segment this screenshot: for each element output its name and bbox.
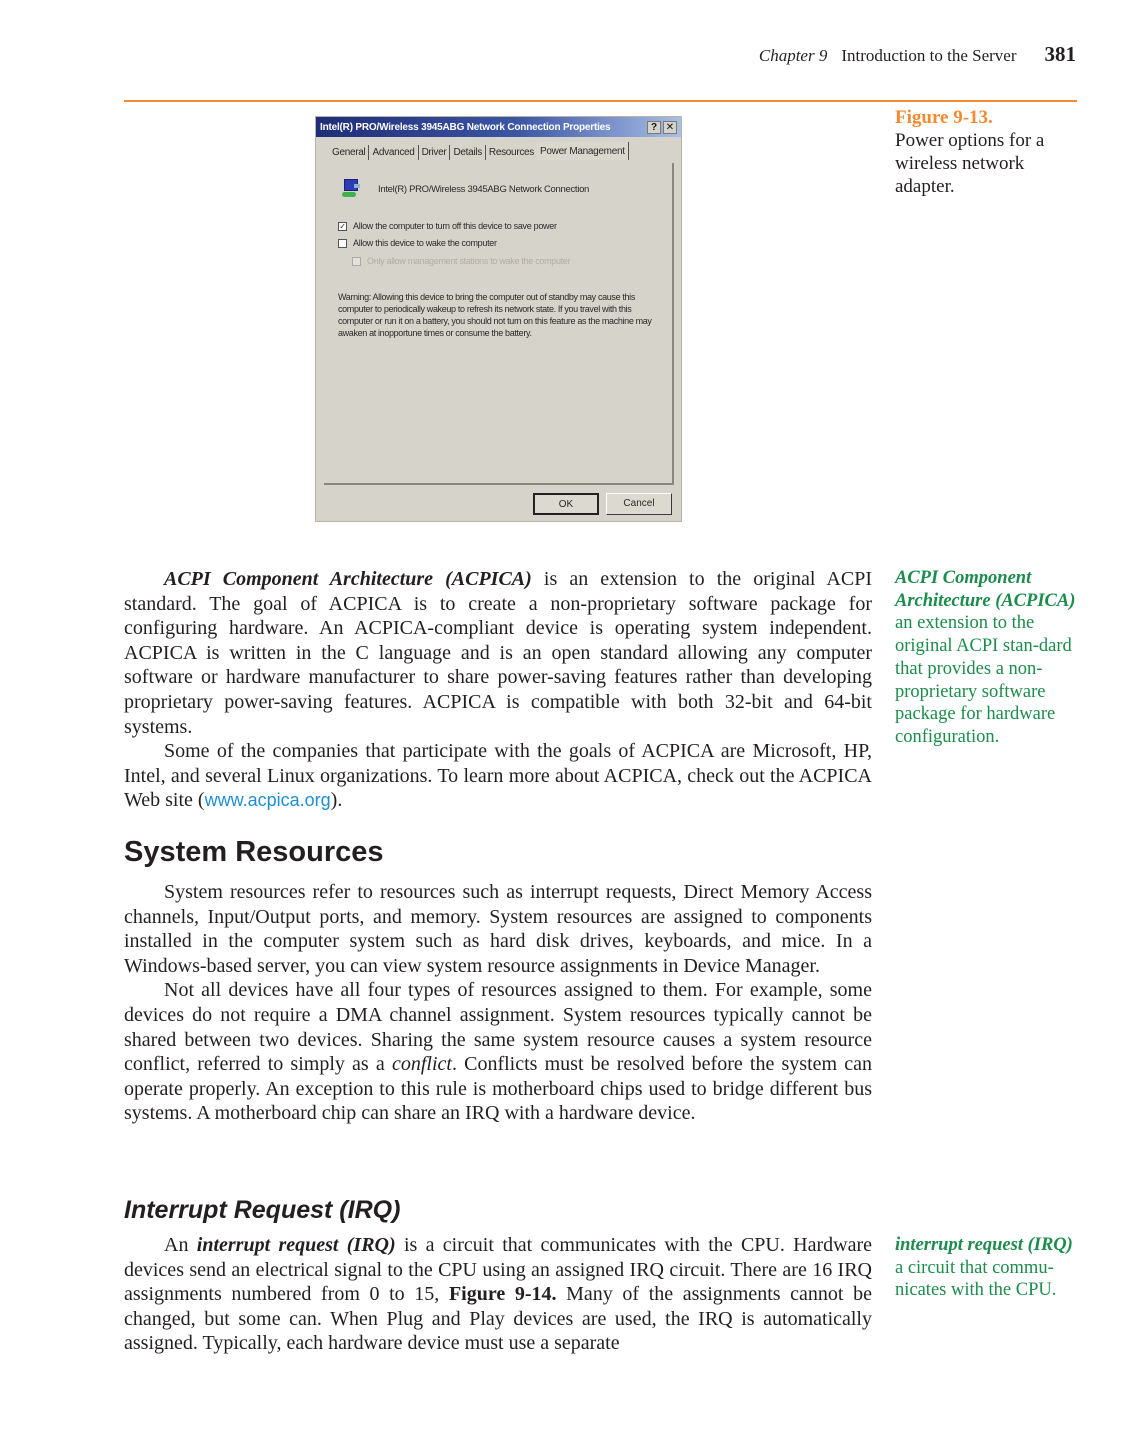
irq-section xyxy=(124,1233,872,1356)
device-row xyxy=(342,177,589,201)
page-number: 381 xyxy=(1044,42,1076,66)
tab-driver[interactable]: Driver xyxy=(419,145,451,160)
dialog-title: Intel(R) PRO/Wireless 3945ABG Network Connection Properties xyxy=(320,121,611,133)
ok-button[interactable]: OK xyxy=(533,493,599,515)
checkbox-checked-icon[interactable]: ✓ xyxy=(339,221,346,231)
figure-caption xyxy=(895,106,1075,198)
tab-power-management[interactable]: Power Management xyxy=(537,142,629,160)
chapter-label: Chapter 9 xyxy=(758,46,828,65)
option-label: Allow the computer to turn off this device to save power xyxy=(353,221,557,231)
option-management-stations-only xyxy=(352,256,570,266)
running-head xyxy=(759,42,1076,67)
warning-text: Warning: Allowing this device to bring the computer out of standby may cause this computer to periodically wakeup to refresh its network state. If you travel with this computer or run it on a battery, you should not turn on this feature as the machine may awaken at inopportune times or consume the battery. xyxy=(338,292,652,338)
help-icon[interactable]: ? xyxy=(647,121,661,134)
system-resources-paragraph-1: System resources refer to resources such as interrupt requests, Direct Memory Access channels, Input/Output ports, and memory. System resources are assigned to components installed in the computer system such as hard disk drives, keyboards, and mice. In a Windows-based server, you can view system resource assignments in Device Manager. xyxy=(124,881,872,977)
figure-caption-text: Power options for a wireless network adapter. xyxy=(895,130,1045,197)
acpica-section xyxy=(124,567,872,813)
system-resources-section xyxy=(124,880,872,1126)
option-label: Allow this device to wake the computer xyxy=(353,238,497,248)
figure-reference: Figure 9-14. xyxy=(448,1283,557,1306)
acpica-website-link[interactable]: www.acpica.org xyxy=(204,790,331,811)
header-rule xyxy=(124,100,1077,102)
tab-advanced[interactable]: Advanced xyxy=(369,145,418,160)
checkbox-disabled-icon xyxy=(352,257,361,266)
power-management-panel xyxy=(324,163,674,485)
option-turn-off-device[interactable] xyxy=(338,221,557,231)
option-wake-computer[interactable] xyxy=(338,238,497,248)
irq-paragraph-1: An interrupt request (IRQ) is a circuit that communicates with the CPU. Hardware devices send an electrical signal to the CPU using an assigned IRQ circuit. There are 16 IRQ assignments numbered from 0 to 15, Figure 9-14. Many of the assignments cannot be changed, but some can. When Plug and Play devices are used, the IRQ is automatically assigned. Typically, each hardware device must use a separate xyxy=(124,1234,872,1355)
acpica-paragraph-2: Some of the companies that participate with the goals of ACPICA are Microsoft, HP, Intel, and several Linux organizations. To learn more about ACPICA, check out the ACPICA Web site (www.acpica.org). xyxy=(124,740,872,812)
glossary-acpica xyxy=(895,567,1085,749)
section-heading-system-resources: System Resources xyxy=(124,836,384,868)
cancel-button[interactable]: Cancel xyxy=(606,493,672,515)
properties-dialog xyxy=(315,116,682,522)
network-adapter-icon xyxy=(342,177,364,201)
tab-general[interactable]: General xyxy=(329,145,369,160)
option-label: Only allow management stations to wake the computer xyxy=(367,256,571,266)
chapter-title: Introduction to the Server xyxy=(841,46,1017,65)
acpica-term: ACPI Component Architecture (ACPICA) xyxy=(164,568,532,590)
glossary-definition: an extension to the original ACPI stan-dard that provides a non-proprietary software package for hardware configuration. xyxy=(895,613,1072,747)
glossary-term: ACPI Component Architecture (ACPICA) xyxy=(895,568,1076,611)
section-heading-irq: Interrupt Request (IRQ) xyxy=(124,1196,401,1224)
tab-resources[interactable]: Resources xyxy=(488,147,535,158)
checkbox-unchecked-icon[interactable] xyxy=(338,239,347,248)
tab-details[interactable]: Details xyxy=(450,145,485,160)
conflict-term: conflict xyxy=(391,1053,452,1076)
glossary-irq xyxy=(895,1234,1085,1302)
acpica-paragraph-1: ACPI Component Architecture (ACPICA) is an extension to the original ACPI standard. The goal of ACPICA is to create a non-proprietary software package for configuring hardware. An ACPICA-compliant device is operating system independent. ACPICA is written in the C language and is an open standard allowing any computer software or hardware manufacturer to share power-saving features rather than developing proprietary power-saving features. ACPICA is compatible with both 32-bit and 64-bit systems. xyxy=(124,568,872,738)
device-name: Intel(R) PRO/Wireless 3945ABG Network Connection xyxy=(378,183,590,195)
close-icon[interactable]: ✕ xyxy=(663,121,677,134)
figure-label: Figure 9-13. xyxy=(895,107,993,128)
glossary-definition: a circuit that commu-nicates with the CPU. xyxy=(895,1257,1057,1301)
system-resources-paragraph-2: Not all devices have all four types of resources assigned to them. For example, some devices do not require a DMA channel assignment. System resources typically cannot be shared between two devices. Sharing the same system resource causes a system resource conflict, referred to simply as a conflict. Conflicts must be resolved before the system can operate properly. An exception to this rule is motherboard chips used to bridge different bus systems. A motherboard chip can share an IRQ with a hardware device. xyxy=(124,979,872,1125)
glossary-term: interrupt request (IRQ) xyxy=(895,1235,1073,1255)
irq-term: interrupt request (IRQ) xyxy=(196,1234,396,1256)
dialog-titlebar xyxy=(316,117,681,137)
dialog-tabs xyxy=(329,145,629,160)
